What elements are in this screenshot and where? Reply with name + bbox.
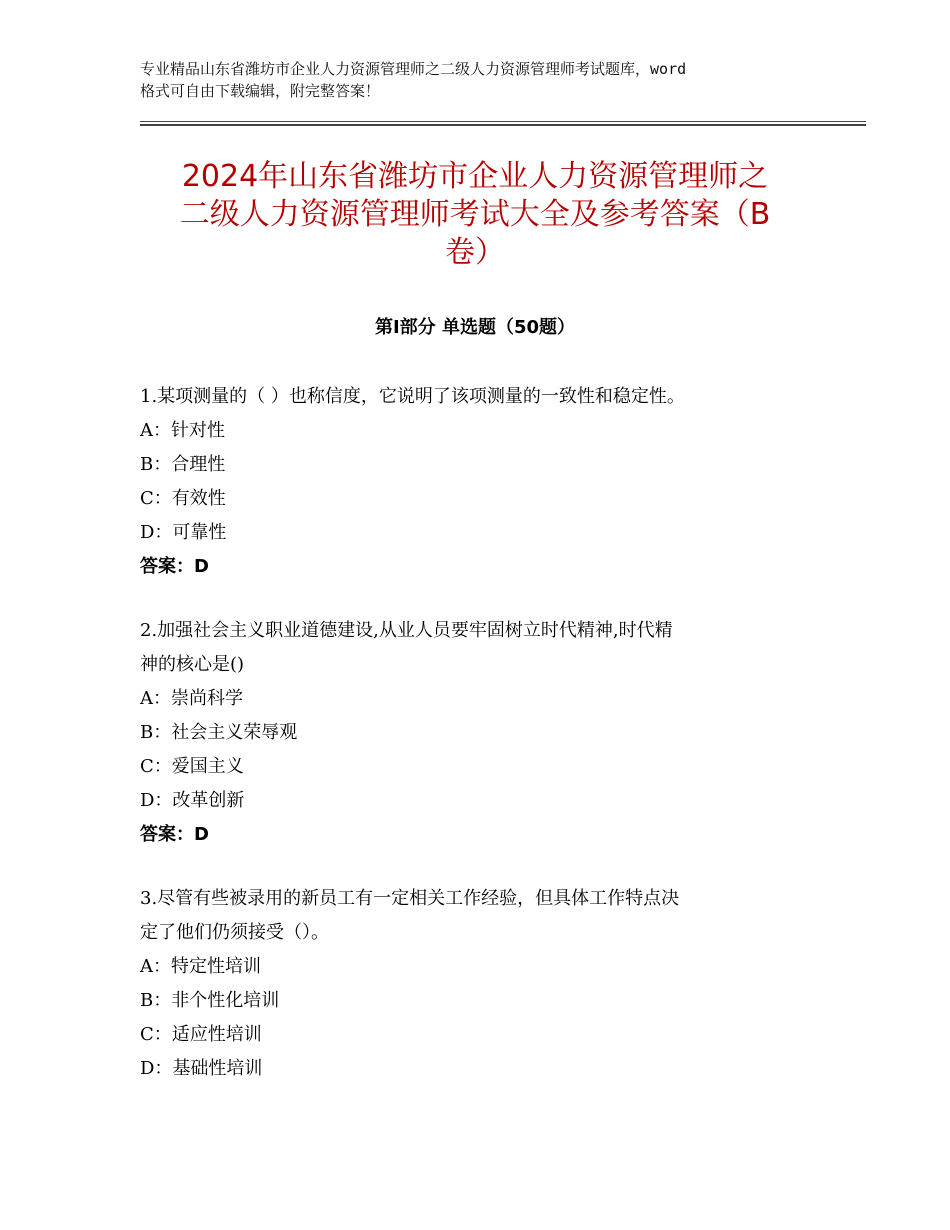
question-1-option-b: B：合理性	[140, 454, 226, 475]
header-note	[140, 58, 830, 102]
question-2-option-d: D：改革创新	[140, 790, 245, 811]
question-1-option-a: A：针对性	[140, 420, 225, 441]
question-3-stem-line-1: 3.尽管有些被录用的新员工有一定相关工作经验，但具体工作特点决	[140, 888, 680, 909]
question-3-option-a: A：特定性培训	[140, 956, 261, 977]
document-title-line-2: 二级人力资源管理师考试大全及参考答案（B	[179, 197, 771, 232]
document-title-line-3: 卷）	[445, 235, 505, 270]
question-2-option-c: C：爱国主义	[140, 756, 244, 777]
question-3-option-d: D：基础性培训	[140, 1058, 263, 1079]
question-2-stem-line-2: 神的核心是()	[140, 654, 245, 675]
question-3-option-b: B：非个性化培训	[140, 990, 280, 1011]
question-list	[140, 380, 820, 1116]
question-2-answer: 答案：D	[140, 824, 209, 845]
document-title-line-1: 2024年山东省潍坊市企业人力资源管理师之	[181, 159, 769, 194]
question-3	[140, 882, 820, 1086]
question-1	[140, 380, 820, 584]
question-2-option-b: B：社会主义荣辱观	[140, 722, 298, 743]
question-2-option-a: A：崇尚科学	[140, 688, 243, 709]
question-1-option-c: C：有效性	[140, 488, 226, 509]
question-2	[140, 614, 820, 852]
question-2-stem-line-1: 2.加强社会主义职业道德建设,从业人员要牢固树立时代精神,时代精	[140, 620, 673, 641]
header-note-line-1: 专业精品山东省潍坊市企业人力资源管理师之二级人力资源管理师考试题库，word	[140, 60, 687, 78]
header-divider-thick	[140, 124, 866, 126]
question-1-answer: 答案：D	[140, 556, 209, 577]
document-title	[100, 158, 850, 272]
question-3-stem-line-2: 定了他们仍须接受（）。	[140, 922, 329, 943]
section-heading: 第Ⅰ部分 单选题（50题）	[374, 317, 575, 338]
header-divider-thin	[140, 121, 866, 122]
question-3-option-c: C：适应性培训	[140, 1024, 262, 1045]
header-note-line-2: 格式可自由下载编辑，附完整答案！	[140, 82, 381, 100]
question-1-stem-line-1: 1.某项测量的（ ）也称信度，它说明了该项测量的一致性和稳定性。	[140, 386, 685, 407]
question-1-option-d: D：可靠性	[140, 522, 227, 543]
